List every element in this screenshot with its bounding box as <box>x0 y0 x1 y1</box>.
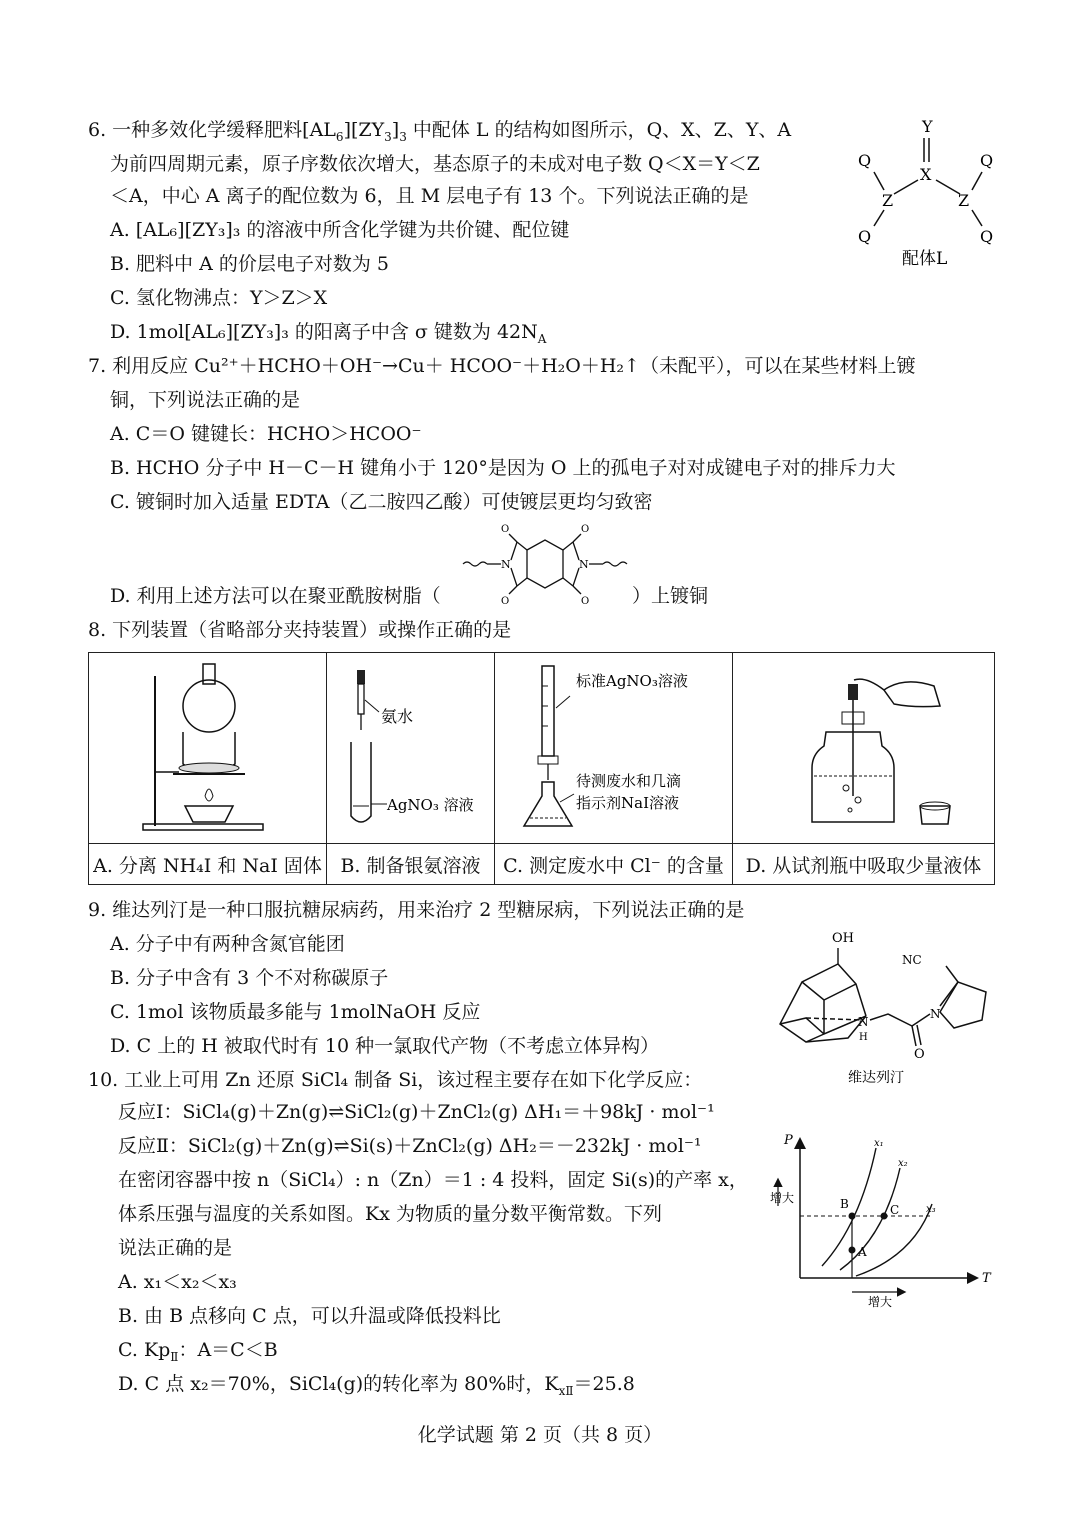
q6-stem-line3: ＜A，中心 A 离子的配位数为 6，且 M 层电子有 13 个。下列说法正确的是 <box>110 185 749 207</box>
apparatus-b-cell <box>327 653 495 844</box>
point-c <box>881 1213 888 1220</box>
atom-n-ring: N <box>930 1007 941 1021</box>
q7-stem-line1: 7. 利用反应 Cu²⁺＋HCHO＋OH⁻→Cu＋ HCOO⁻＋H₂O＋H₂↑（未配平），可以在某些材料上镀 <box>88 355 916 377</box>
point-a-label: A <box>858 1245 867 1259</box>
vildagliptin-caption: 维达列汀 <box>848 1070 904 1086</box>
waste-water-label-2: 指示剂NaI溶液 <box>575 793 679 812</box>
point-b-label: B <box>840 1197 849 1211</box>
y-axis-label: P <box>784 1133 793 1148</box>
point-b <box>849 1213 856 1220</box>
apparatus-c-caption: C. 测定废水中 Cl⁻ 的含量 <box>495 844 733 885</box>
q9-option-a: A. 分子中有两种含氮官能团 <box>110 933 345 955</box>
atom-q-2: Q <box>858 227 872 246</box>
curve-x2 <box>840 1168 900 1270</box>
atom-x: X <box>920 165 932 184</box>
point-a <box>849 1247 856 1254</box>
atom-z-right: Z <box>958 191 970 210</box>
atom-nc: NC <box>902 953 922 967</box>
atom-o-2: O <box>501 596 510 607</box>
sublimation-apparatus <box>133 656 283 836</box>
q10-option-d: D. C 点 x₂＝70%，SiCl₄(g)的转化率为 80%时，$K_{xⅡ}=25.8$ <box>118 1373 635 1398</box>
titration-apparatus <box>504 656 724 836</box>
apparatus-b-caption: B. 制备银氨溶液 <box>327 844 495 885</box>
q7-option-d-suffix: ）上镀铜 <box>632 585 709 607</box>
atom-o-3: O <box>581 524 590 535</box>
atom-n-right: N <box>579 558 589 571</box>
apparatus-d-caption: D. 从试剂瓶中吸取少量液体 <box>733 844 995 885</box>
silver-ammonia-apparatus <box>331 656 491 836</box>
pressure-temperature-graph <box>764 1128 996 1318</box>
vildagliptin-structure <box>762 924 1002 1088</box>
q10-option-c: C. $Kp_Ⅱ$：A＝C＜B <box>118 1339 278 1364</box>
atom-q-3: Q <box>980 151 994 170</box>
q7-option-a: A. C＝O 键键长：HCHO＞HCOO⁻ <box>110 423 422 445</box>
q6-option-b: B. 肥料中 A 的价层电子对数为 5 <box>110 253 389 275</box>
curve-x2-label: x₂ <box>898 1158 908 1169</box>
q10-option-b: B. 由 B 点移向 C 点，可以升温或降低投料比 <box>118 1305 501 1327</box>
waste-water-label-1: 待测废水和几滴 <box>575 771 681 790</box>
dropper-bottle-apparatus <box>754 656 974 836</box>
apparatus-table <box>88 652 995 885</box>
q6-stem-line1: 6. 一种多效化学缓释肥料$[AL_6][ZY_3]_3$ 中配体 L 的结构如图所示，Q、X、Z、Y、A <box>88 119 792 144</box>
ammonia-label: 氨水 <box>380 706 413 726</box>
standard-agno3-label: 标准AgNO₃溶液 <box>575 671 688 690</box>
q7-option-d-prefix: D. 利用上述方法可以在聚亚酰胺树脂（ <box>110 585 441 607</box>
q6-option-a: A. [AL₆][ZY₃]₃ 的溶液中所含化学键为共价键、配位键 <box>110 219 570 241</box>
page-footer: 化学试题 第 2 页（共 8 页） <box>417 1424 663 1446</box>
q6-stem-line2: 为前四周期元素，原子序数依次增大，基态原子的未成对电子数 Q＜X＝Y＜Z <box>110 153 760 175</box>
q6-option-c: C. 氢化物沸点：Y＞Z＞X <box>110 287 328 309</box>
q10-stem-line6: 说法正确的是 <box>118 1237 233 1259</box>
q6-option-d: D. 1mol[AL₆][ZY₃]₃ 的阳离子中含 σ 键数为 $42N_A$ <box>110 321 547 346</box>
atom-oh: OH <box>832 931 854 946</box>
q7-option-c: C. 镀铜时加入适量 EDTA（乙二胺四乙酸）可使镀层更均匀致密 <box>110 491 653 513</box>
atom-o-1: O <box>501 524 510 535</box>
silver-nitrate-label: AgNO₃ 溶液 <box>386 795 474 814</box>
atom-q-1: Q <box>858 151 872 170</box>
atom-o-4: O <box>581 596 590 607</box>
q7-stem-line2: 铜，下列说法正确的是 <box>110 389 301 411</box>
curve-x1-label: x₁ <box>874 1138 884 1149</box>
atom-y: Y <box>922 117 933 136</box>
atom-n-left: N <box>501 558 511 571</box>
q10-reaction-1: 反应Ⅰ：SiCl₄(g)＋Zn(g)⇌SiCl₂(g)＋ZnCl₂(g) ΔH₁＝＋98kJ · mol⁻¹ <box>118 1101 715 1123</box>
y-increase-label: 增大 <box>770 1191 795 1205</box>
polyimide-structure <box>455 520 635 608</box>
apparatus-a-caption: A. 分离 NH₄I 和 NaI 固体 <box>89 844 327 885</box>
q9-stem: 9. 维达列汀是一种口服抗糖尿病药，用来治疗 2 型糖尿病，下列说法正确的是 <box>88 899 745 921</box>
atom-h: H <box>859 1032 868 1043</box>
q9-option-c: C. 1mol 该物质最多能与 1molNaOH 反应 <box>110 1001 481 1023</box>
ligand-l-structure <box>850 112 1010 272</box>
apparatus-d-cell <box>733 653 995 844</box>
q8-stem: 8. 下列装置（省略部分夹持装置）或操作正确的是 <box>88 619 512 641</box>
apparatus-c-cell <box>495 653 733 844</box>
atom-q-4: Q <box>980 227 994 246</box>
q10-stem-line4: 在密闭容器中按 n（SiCl₄）: n（Zn）＝1 : 4 投料，固定 Si(s)的产率 x， <box>118 1169 748 1191</box>
atom-o: O <box>914 1047 925 1062</box>
apparatus-a-cell <box>89 653 327 844</box>
q9-option-d: D. C 上的 H 被取代时有 10 种一氯取代产物（不考虑立体异构） <box>110 1035 660 1057</box>
q7-option-b: B. HCHO 分子中 H－C－H 键角小于 120°是因为 O 上的孤电子对对成键电子对的排斥力大 <box>110 457 896 479</box>
x-increase-label: 增大 <box>868 1295 893 1309</box>
curve-x3-label: x₃ <box>926 1204 936 1215</box>
q10-reaction-2: 反应Ⅱ：SiCl₂(g)＋Zn(g)⇌Si(s)＋ZnCl₂(g) ΔH₂＝－232kJ · mol⁻¹ <box>118 1135 702 1157</box>
q10-stem-line1: 10. 工业上可用 Zn 还原 SiCl₄ 制备 Si，该过程主要存在如下化学反应： <box>88 1069 703 1091</box>
atom-z-left: Z <box>882 191 894 210</box>
q9-option-b: B. 分子中含有 3 个不对称碳原子 <box>110 967 389 989</box>
ligand-caption: 配体L <box>902 249 948 269</box>
q10-stem-line5: 体系压强与温度的关系如图。Kx 为物质的量分数平衡常数。下列 <box>118 1203 662 1225</box>
atom-n-amine: N <box>858 1015 869 1029</box>
q10-option-a: A. x₁＜x₂＜x₃ <box>118 1271 237 1293</box>
point-c-label: C <box>890 1203 900 1217</box>
x-axis-label: T <box>982 1271 991 1286</box>
